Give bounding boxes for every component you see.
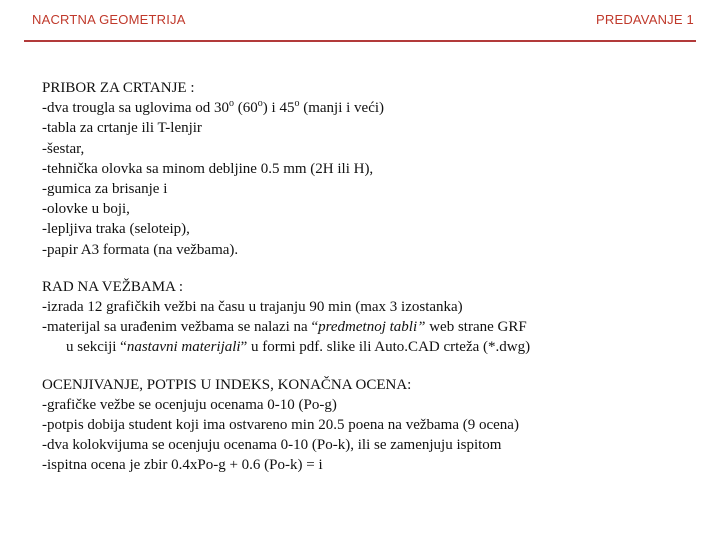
lecture-label: PREDAVANJE 1 bbox=[595, 12, 694, 27]
predmetna-tabla-link: predmetnoj tabli” bbox=[318, 319, 426, 336]
ocenjivanje-line-4: -ispitna ocena je zbir 0.4xPo-g + 0.6 (Po-k) = i bbox=[42, 457, 323, 474]
section-rad bbox=[42, 277, 692, 358]
section-title-ocenjivanje: OCENJIVANJE, POTPIS U INDEKS, KONAČNA OCENA: bbox=[42, 376, 412, 393]
pribor-line-1: -dva trougla sa uglovima od 30$^o$ (60$^o$) i 45$^o$ (manji i veći) bbox=[42, 98, 385, 117]
pribor-line-7: -lepljiva traka (seloteip), bbox=[42, 221, 190, 238]
rad-line-1: -izrada 12 grafičkih vežbi na času u trajanju 90 min (max 3 izostanka) bbox=[42, 299, 463, 316]
rad-line-3: u sekciji “nastavni materijali” u formi pdf. slike ili Auto.CAD crteža (*.dwg) bbox=[66, 339, 531, 356]
ocenjivanje-line-1: -grafičke vežbe se ocenjuju ocenama 0-10 (Po-g) bbox=[42, 396, 337, 413]
section-ocenjivanje bbox=[42, 375, 692, 476]
rad-line-2: -materijal sa urađenim vežbama se nalazi na “predmetnoj tabli” web strane GRF bbox=[42, 319, 527, 336]
pribor-line-8: -papir A3 formata (na vežbama). bbox=[42, 241, 239, 258]
section-title-rad: RAD NA VEŽBAMA : bbox=[42, 278, 183, 295]
pribor-line-4: -tehnička olovka sa minom debljine 0.5 mm (2H ili H), bbox=[42, 160, 374, 177]
nastavni-materijali-link: nastavni materijali bbox=[126, 339, 241, 356]
pribor-line-3: -šestar, bbox=[42, 140, 85, 157]
ocenjivanje-line-2: -potpis dobija student koji ima ostvareno min 20.5 poena na vežbama (9 ocena) bbox=[42, 417, 519, 434]
course-title: NACRTNA GEOMETRIJA bbox=[32, 12, 186, 27]
ocenjivanje-line-3: -dva kolokvijuma se ocenjuju ocenama 0-10 (Po-k), ili se zamenjuju ispitom bbox=[42, 437, 502, 454]
header-divider bbox=[24, 40, 696, 42]
section-title-pribor: PRIBOR ZA CRTANJE : bbox=[42, 80, 195, 96]
slide-body bbox=[42, 78, 692, 493]
pribor-line-2: -tabla za crtanje ili T-lenjir bbox=[42, 120, 202, 137]
section-pribor bbox=[42, 78, 692, 260]
pribor-line-6: -olovke u boji, bbox=[42, 201, 130, 218]
pribor-line-5: -gumica za brisanje i bbox=[42, 181, 168, 198]
